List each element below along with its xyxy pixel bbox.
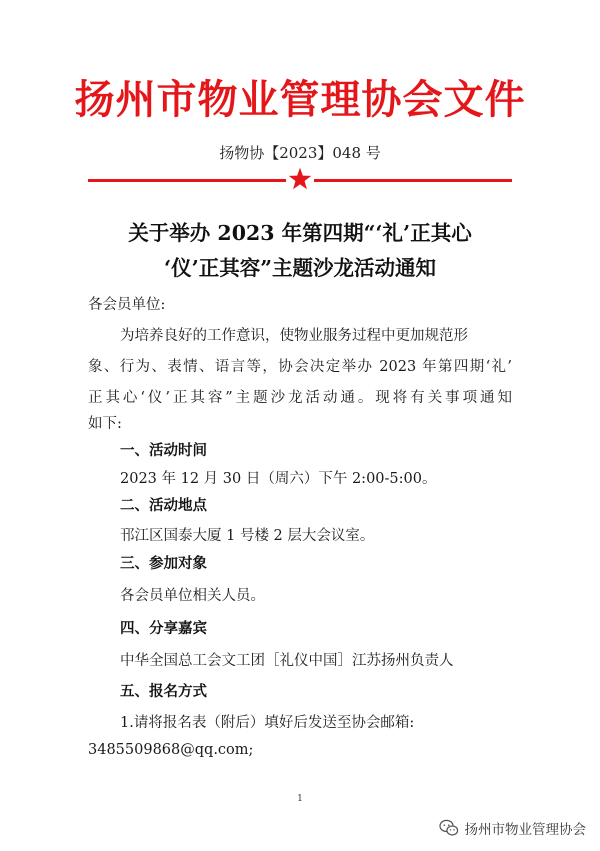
section-content-registration: 1.请将报名表（附后）填好后发送至协会邮箱: <box>120 715 415 731</box>
section-content-guest: 中华全国总工会文工团［礼仪中国］江苏扬州负责人 <box>120 653 454 669</box>
section-content-time: 2023 年 12 月 30 日（周六）下午 2:00-5:00。 <box>120 471 437 487</box>
watermark-text: 扬州市物业管理协会 <box>464 822 586 838</box>
org-title: 扬州市物业管理协会文件 <box>74 76 526 123</box>
notice-title-line-2: ‘仪’正其容”主题沙龙活动通知 <box>163 256 437 280</box>
red-divider-left <box>88 179 286 182</box>
intro-line-1: 为培养良好的工作意识，使物业服务过程中更加规范形 <box>120 328 468 344</box>
intro-line-2: 象、行为、表情、语言等，协会决定举办 2023 年第四期‘礼’ <box>88 359 512 375</box>
section-heading-time: 一、活动时间 <box>120 443 207 459</box>
section-heading-participants: 三、参加对象 <box>120 556 207 572</box>
red-divider-right <box>314 179 512 182</box>
section-heading-location: 二、活动地点 <box>120 498 207 514</box>
contact-email: 3485509868@qq.com; <box>88 742 254 758</box>
page-number: 1 <box>297 794 303 804</box>
notice-title-line-1: 关于举办 2023 年第四期“‘礼’正其心 <box>128 221 472 245</box>
section-heading-guest: 四、分享嘉宾 <box>120 621 207 637</box>
intro-line-3: 正其心‘仪’正其容”主题沙龙活动通。现将有关事项通知 <box>88 390 512 406</box>
section-content-location: 邗江区国泰大厦 1 号楼 2 层大会议室。 <box>120 528 375 544</box>
salutation: 各会员单位: <box>88 297 166 313</box>
section-content-participants: 各会员单位相关人员。 <box>120 588 265 604</box>
wechat-icon <box>439 819 459 837</box>
document-number: 扬物协【2023】048 号 <box>219 144 381 162</box>
wechat-watermark <box>439 818 587 838</box>
intro-line-4: 如下: <box>88 416 122 432</box>
notice-title <box>40 216 560 286</box>
section-heading-registration: 五、报名方式 <box>120 684 207 700</box>
red-star-icon <box>287 166 313 192</box>
